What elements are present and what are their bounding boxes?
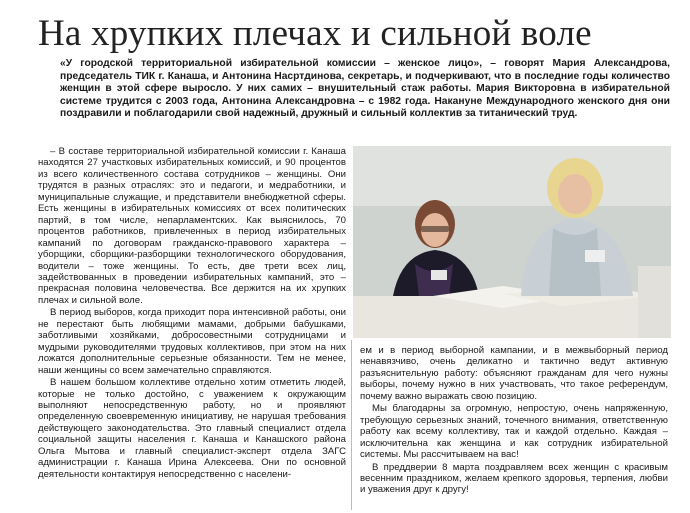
paragraph: В период выборов, когда приходит пора интенсивной работы, они не перестают быть любящими мамами, добрыми бабушками, заботливыми хозяйками, добросовестными сотрудницами и мудрыми руководителями трудовых коллективов, при этом на них ложатся дополнительные серьезные обязанности. Тем не менее, наши женщины со всем замечательно справляются. [38, 307, 346, 376]
article-column-left [38, 146, 346, 481]
paragraph: В нашем большом коллективе отдельно хотим отметить людей, которые не только достойно, с уважением к окружающим выполняют непосредственную работу, но и проявляют определенную своевременную инициативу, не нарушая требования действующего законодательства. Это главный специалист отдела социальной защиты населения г. Канаша и Канашского района Ольга Мытова и главный специалист-эксперт отдела ЗАГС администрации г. Канаша Ирина Алексеева. Они по основной деятельности контактируя непосредственно с населени- [38, 377, 346, 480]
article-column-right [360, 345, 668, 497]
paragraph: ем и в период выборной кампании, и в межвыборный период ненавязчиво, очень деликатно и тактично ведут активную разъяснительную работу: объясняют гражданам для чего нужны выборы, почему нужно в них участвовать, что такое референдум, почему важно выражать свою позицию. [360, 345, 668, 402]
paragraph: – В составе территориальной избирательной комиссии г. Канаша находятся 27 участковых избирательных комиссий, и 90 процентов из всего количественного состава сотрудников – женщины. Они трудятся в разных отраслях: это и педагоги, и медработники, и муниципальные служащие, и представители внебюджетной сферы. Есть женщины в избирательных комиссиях от всех политических партий, в том числе, непарламентских. Как выяснилось, 70 процентов работников, привлеченных в период избирательных кампаний по договорам гражданско-правового характера – уборщики, сборщики-разборщики технологического оборудования, водители – тоже женщины. То есть, две трети всех лиц, задействованных в проведении избирательных кампаний, это – прекрасная половина человечества. Все держится на их хрупких плечах и сильной воле. [38, 146, 346, 306]
article-title: На хрупких плечах и сильной воле [38, 13, 592, 54]
paragraph: В преддверии 8 марта поздравляем всех женщин с красивым весенним праздником, желаем крепкого здоровья, терпения, любви и уважения друг к другу! [360, 461, 668, 496]
article-lead: «У городской территориальной избирательной комиссии – женское лицо», – говорят Мария Александрова, председатель ТИК г. Канаша, и Антонина Насртдинова, секретарь, и подчеркивают, что в последние годы количество женщин в этой сфере выросло. У них самих – внушительный стаж работы. Мария Викторовна в избирательной системе трудится с 2003 года, Антонина Александровна – с 1982 года. Накануне Международного женского дня они поздравили и поблагодарили свой надежный, дружный и сильный коллектив за титанический труд. [60, 58, 670, 120]
article-photo [353, 146, 671, 338]
photo-two-women-icon [353, 146, 671, 338]
paragraph: Мы благодарны за огромную, непростую, очень напряженную, требующую серьезных знаний, точечного внимания, ответственную работу как всему коллективу, так и каждой отдельно. Каждая – исключительна как женщина и как сотрудник избирательной системы. Мы рассчитываем на вас! [360, 403, 668, 461]
column-divider [351, 340, 352, 510]
